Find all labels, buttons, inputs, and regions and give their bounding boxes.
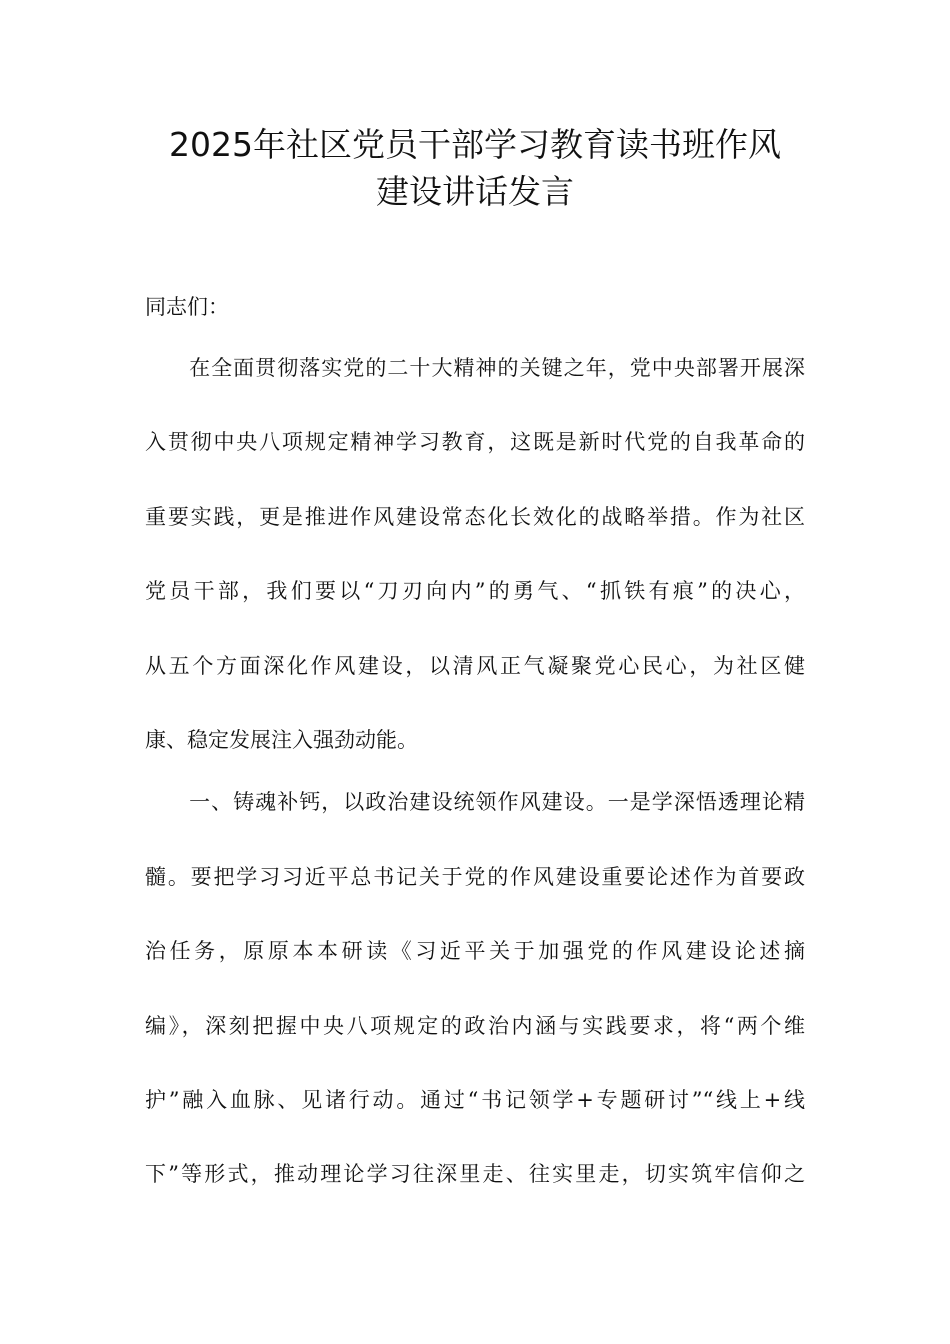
text-line: 康、稳定发展注入强劲动能。 [145,727,418,752]
text-line: 一、铸魂补钙，以政治建设统领作风建设。一是学深悟透理论精 [145,790,805,815]
text-line: 党员干部，我们要以“刀刃向内”的勇气、“抓铁有痕”的决心， [145,579,805,604]
text-line: 护”融入血脉、见诸行动。通过“书记领学+专题研讨”“线上+线 [145,1087,805,1112]
paragraph-section-1 [145,788,805,1234]
text-line: 编》，深刻把握中央八项规定的政治内涵与实践要求，将“两个维 [145,1013,805,1038]
document-title-line-1: 2025年社区党员干部学习教育读书班作风 [169,125,781,164]
text-line: 重要实践，更是推进作风建设常态化长效化的战略举措。作为社区 [145,504,805,529]
text-line: 从五个方面深化作风建设，以清风正气凝聚党心民心，为社区健 [145,653,805,678]
document-body [145,354,805,1235]
text-line: 下”等形式，推动理论学习往深里走、往实里走，切实筑牢信仰之 [145,1162,805,1187]
paragraph-intro [145,354,805,800]
text-line: 在全面贯彻落实党的二十大精神的关键之年，党中央部署开展深 [145,356,805,380]
text-line: 入贯彻中央八项规定精神学习教育，这既是新时代党的自我革命的 [145,430,805,455]
document-title-line-2: 建设讲话发言 [376,172,574,211]
text-line: 髓。要把学习习近平总书记关于党的作风建设重要论述作为首要政 [145,864,805,889]
salutation: 同志们： [145,295,229,319]
text-line: 治任务，原原本本研读《习近平关于加强党的作风建设论述摘 [145,939,805,964]
